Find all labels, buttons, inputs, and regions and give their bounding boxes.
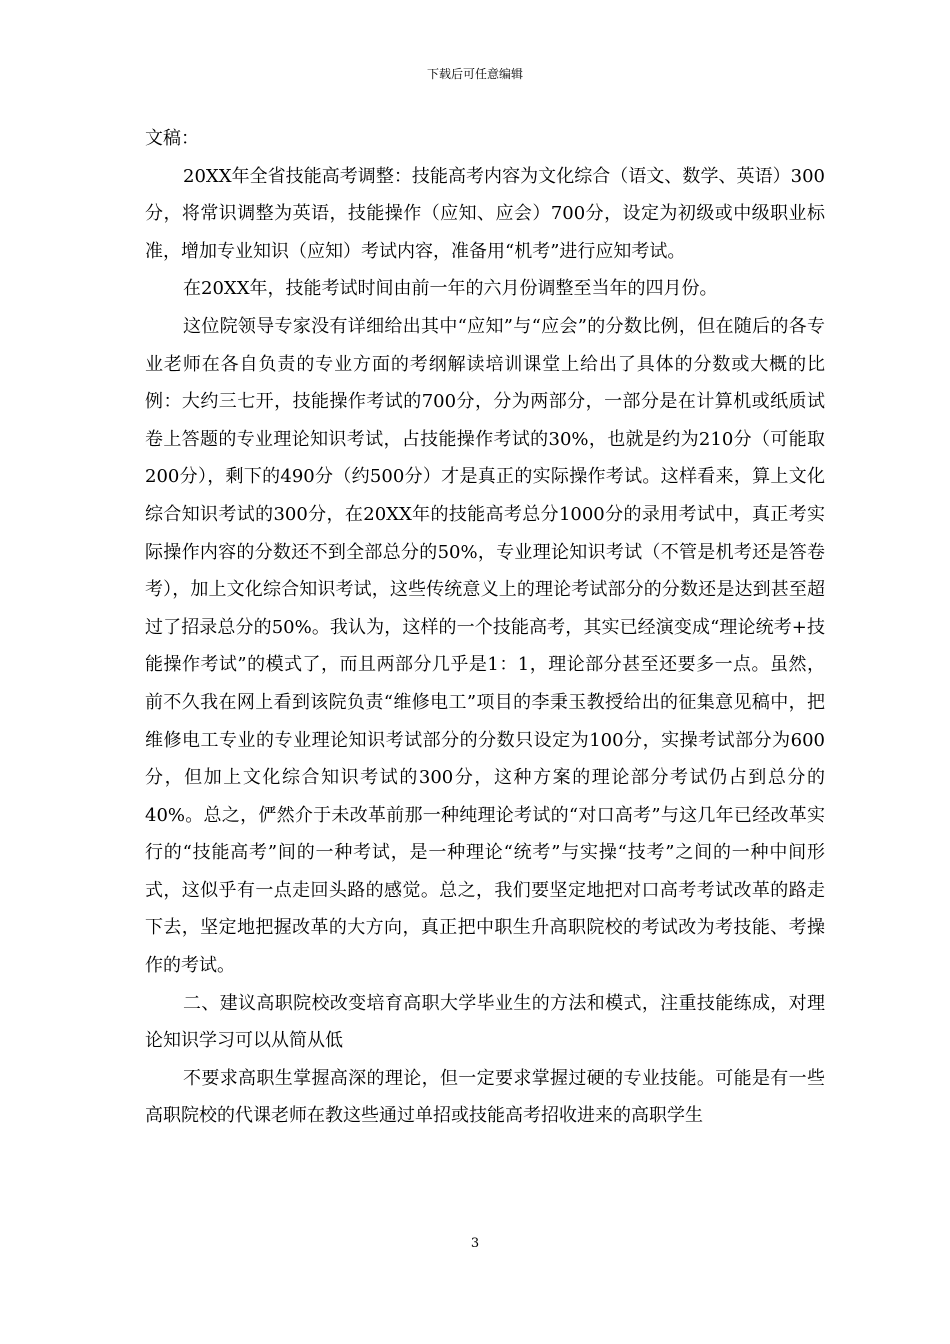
paragraph-label: 文稿：: [145, 128, 199, 149]
paragraph-exam-time: 在20XX年，技能考试时间由前一年的六月份调整至当年的四月份。: [183, 278, 718, 300]
section-heading: 二、建议高职院校改变培育高职大学毕业生的方法和模式，注重技能练成，对理论知识学习可以从简从低: [145, 992, 825, 1052]
paragraph-exam-adjustment: 20XX年全省技能高考调整：技能高考内容为文化综合（语文、数学、英语）300分，将常识调整为英语，技能操作（应知、应会）700分，设定为初级或中级职业标准，增加专业知识（应知）考试内容，准备用“机考”进行应知考试。: [145, 165, 825, 262]
page-header: 下载后可任意编辑: [426, 67, 523, 81]
page-number: 3: [470, 1236, 480, 1251]
document-body: [145, 120, 825, 1135]
paragraph-skills: 不要求高职生掌握高深的理论，但一定要求掌握过硬的专业技能。可能是有一些高职院校的代课老师在教这些通过单招或技能高考招收进来的高职学生: [145, 1067, 825, 1127]
paragraph-score-analysis: 这位院领导专家没有详细给出其中“应知”与“应会”的分数比例，但在随后的各专业老师在各自负责的专业方面的考纲解读培训课堂上给出了具体的分数或大概的比例：大约三七开，技能操作考试的700分，分为两部分，一部分是在计算机或纸质试卷上答题的专业理论知识考试，占技能操作考试的30%，也就是约为210分（可能取200分），剩下的490分（约500分）才是真正的实际操作考试。这样看来，算上文化综合知识考试的300分，在20XX年的技能高考总分1000分的录用考试中，真正考实际操作内容的分数还不到全部总分的50%，专业理论知识考试（不管是机考还是答卷考），加上文化综合知识考试，这些传统意义上的理论考试部分的分数还是达到甚至超过了招录总分的50%。我认为，这样的一个技能高考，其实已经演变成“理论统考+技能操作考试”的模式了，而且两部分几乎是1：1，理论部分甚至还要多一点。虽然，前不久我在网上看到该院负责“维修电工”项目的李秉玉教授给出的征集意见稿中，把维修电工专业的专业理论知识考试部分的分数只设定为100分，实操考试部分为600分，但加上文化综合知识考试的300分，这种方案的理论部分考试仍占到总分的40%。总之，俨然介于未改革前那一种纯理论考试的“对口高考”与这几年已经改革实行的“技能高考”间的一种考试，是一种理论“统考”与实操“技考”之间的一种中间形式，这似乎有一点走回头路的感觉。总之，我们要坚定地把对口高考考试改革的路走下去，坚定地把握改革的大方向，真正把中职生升高职院校的考试改为考技能、考操作的考试。: [145, 315, 825, 977]
